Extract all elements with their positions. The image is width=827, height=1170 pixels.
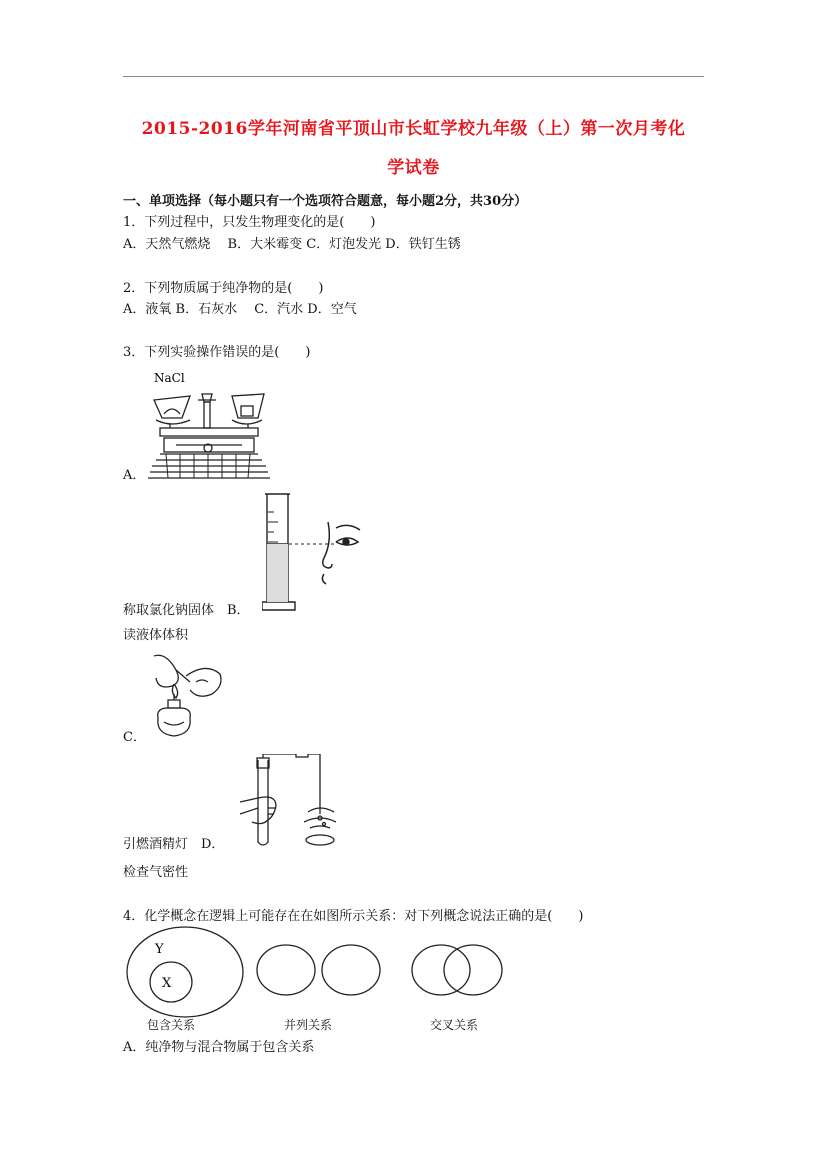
header-rule [123,76,704,77]
q2-stem: 2．下列物质属于纯净物的是( ) [123,281,324,296]
q3-caption-c-and-d-letter: 引燃酒精灯 D． [123,837,225,852]
section-heading: 一、单项选择（每小题只有一个选项符合题意，每小题2分，共30分） [123,194,528,209]
q3-caption-d: 检查气密性 [123,865,189,880]
q1-options: A．天然气燃烧 B．大米霉变 C．灯泡发光 D．铁钉生锈 [123,237,461,252]
outer-circle-y [127,927,243,1017]
q2-options: A．液氧 B．石灰水 C．汽水 D．空气 [123,302,357,317]
q3-stem: 3．下列实验操作错误的是( ) [123,345,311,360]
cross-circle-right [444,945,502,995]
q4-option-a: A．纯净物与混合物属于包含关系 [123,1040,315,1055]
q4-stem: 4．化学概念在逻辑上可能存在在如图所示关系：对下列概念说法正确的是( ) [123,909,584,924]
balance-scale-figure [146,366,271,484]
label-y: Y [155,942,164,957]
graduated-cylinder-figure [262,492,368,614]
q3-caption-b: 读液体体积 [123,628,189,643]
label-x: X [162,976,172,991]
relation-label-intersection: 交叉关系 [430,1018,479,1032]
q1-stem: 1．下列过程中，只发生物理变化的是( ) [123,215,376,230]
q3-option-c-letter: C． [123,730,146,745]
cross-circle-left [412,945,470,995]
nacl-label: NaCl [154,371,185,385]
parallel-circle-right [322,945,380,995]
exam-title-line2: 学试卷 [387,158,440,178]
airtightness-check-figure [238,754,360,852]
relation-label-inclusion: 包含关系 [147,1018,196,1032]
relation-label-parallel: 并列关系 [284,1018,333,1032]
q3-option-a-letter: A． [123,468,146,483]
alcohol-lamp-ignition-figure [146,652,226,744]
parallel-circle-left [257,945,315,995]
q3-caption-a-and-b-letter: 称取氯化钠固体 B． [123,603,250,618]
exam-title-line1: 2015-2016学年河南省平顶山市长虹学校九年级（上）第一次月考化 [141,119,686,139]
